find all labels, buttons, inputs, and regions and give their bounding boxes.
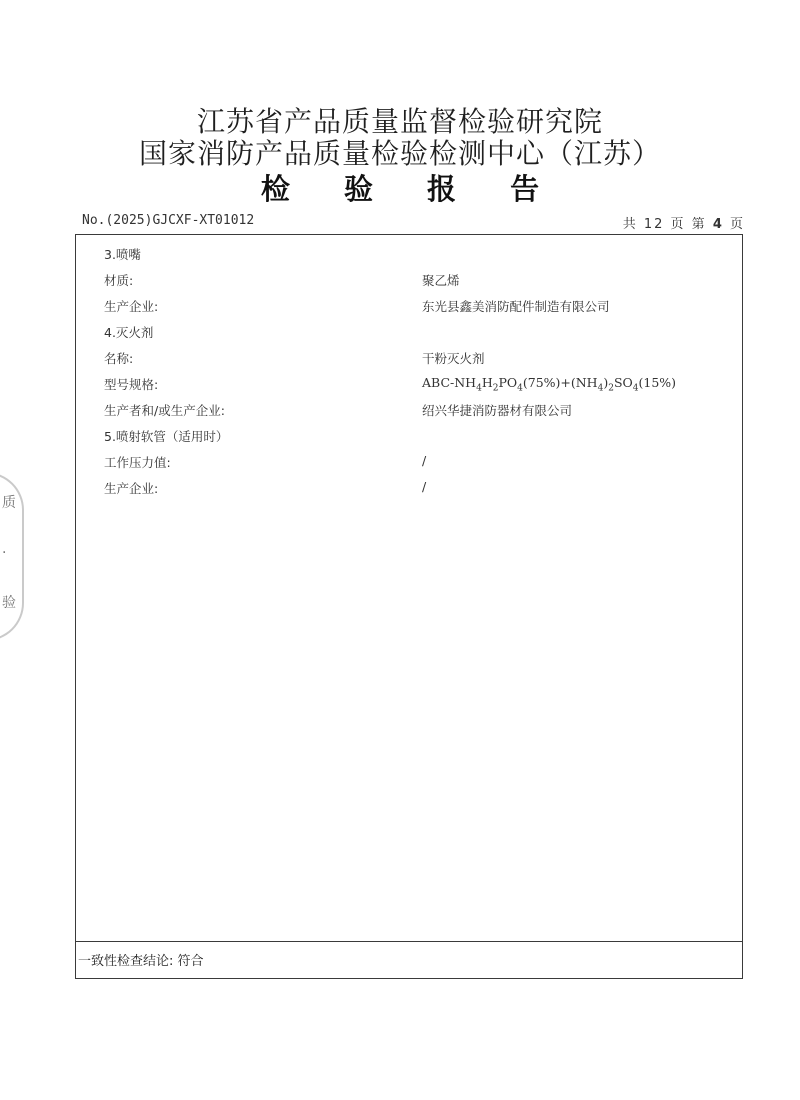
row-label: 3.喷嘴: [104, 247, 141, 262]
row-label: 5.喷射软管（适用时）: [104, 429, 229, 444]
institute-name: 江苏省产品质量监督检验研究院: [196, 105, 603, 138]
content-frame: [75, 234, 743, 979]
row-nozzle-material: [104, 271, 724, 291]
row-label: 材质:: [104, 273, 134, 288]
section-nozzle: [104, 245, 724, 265]
row-agent-model: [104, 375, 724, 395]
section-discharge-hose: [104, 427, 724, 447]
row-value: 东光县鑫美消防配件制造有限公司: [422, 299, 610, 314]
row-value: 绍兴华捷消防器材有限公司: [422, 403, 573, 418]
row-value: 干粉灭火剂: [422, 351, 485, 366]
seal-char: ·: [2, 545, 7, 561]
row-value: /: [422, 453, 427, 468]
row-value: 聚乙烯: [422, 273, 460, 288]
center-name: 国家消防产品质量检验检测中心（江苏）: [138, 137, 661, 170]
conclusion-divider: [75, 941, 743, 942]
page-current: 4: [712, 217, 724, 232]
seal-char: 验: [2, 595, 16, 611]
row-hose-pressure: [104, 453, 724, 473]
row-label: 工作压力值:: [104, 455, 171, 470]
row-label: 4.灭火剂: [104, 325, 154, 340]
page-suffix: 页: [723, 217, 745, 232]
row-agent-manufacturer: [104, 401, 724, 421]
row-label: 生产企业:: [104, 299, 159, 314]
report-number: No.(2025)GJCXF-XT01012: [82, 213, 255, 228]
row-label: 型号规格:: [104, 377, 159, 392]
seal-char: 质: [2, 495, 16, 511]
row-hose-manufacturer: [104, 479, 724, 499]
row-value: /: [422, 479, 427, 494]
report-meta: [82, 213, 745, 233]
row-agent-name: [104, 349, 724, 369]
page-indicator: [623, 213, 745, 232]
report-header: [0, 106, 800, 208]
page-prefix: 共 12 页 第: [622, 217, 713, 232]
row-label: 生产企业:: [104, 481, 159, 496]
agent-formula: ABC-$NH_4H_2PO_4(75\%)+(NH_4)_2SO_4(15\%)$: [422, 375, 677, 394]
section-extinguishing-agent: [104, 323, 724, 343]
report-title: 检 验 报 告: [260, 172, 562, 206]
row-label: 生产者和/或生产企业:: [104, 403, 225, 418]
conformity-conclusion: 一致性检查结论: 符合: [78, 954, 204, 969]
row-label: 名称:: [104, 351, 134, 366]
row-nozzle-manufacturer: [104, 297, 724, 317]
